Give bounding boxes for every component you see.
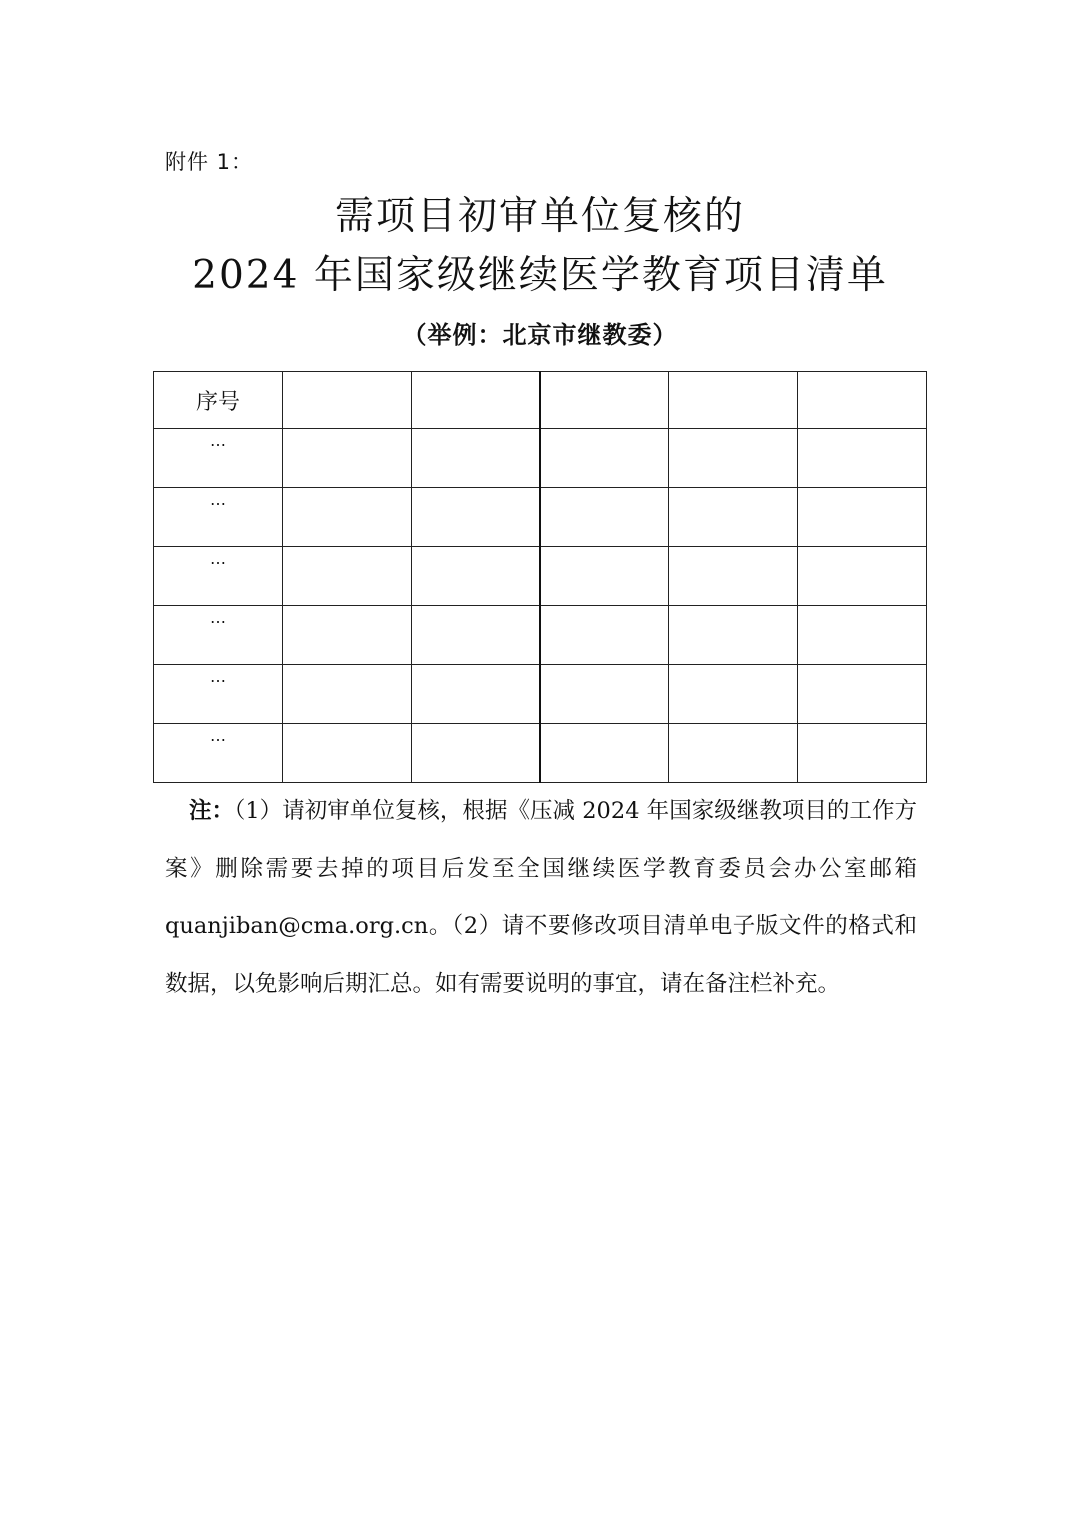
table-row [154,606,927,665]
table-cell [283,429,412,488]
table-cell [540,724,669,783]
table-row [154,488,927,547]
header-cell [540,372,669,429]
document-title-line-1: 需项目初审单位复核的 [334,194,745,239]
table-cell [283,665,412,724]
table-row [154,724,927,783]
table-cell [669,429,798,488]
table-cell [798,606,927,665]
attachment-label: 附件 1： [165,150,254,174]
header-cell [283,372,412,429]
serial-cell: … [154,547,283,606]
document-subtitle: （举例：北京市继教委） [402,321,678,349]
table-cell [411,429,540,488]
table-cell [669,606,798,665]
document-title-line-2: 2024 年国家级继续医学教育项目清单 [192,253,888,298]
table-cell [798,547,927,606]
table-cell [669,547,798,606]
table-cell [411,606,540,665]
serial-cell: … [154,606,283,665]
table-cell [798,488,927,547]
table-cell [540,547,669,606]
table-cell [411,665,540,724]
project-list-table [153,371,927,783]
table-cell [540,429,669,488]
serial-cell: … [154,488,283,547]
table-cell [283,606,412,665]
table-cell [798,724,927,783]
table-cell [798,429,927,488]
table-cell [411,488,540,547]
table-cell [798,665,927,724]
table-cell [283,488,412,547]
note-text: （1）请初审单位复核，根据《压减 2024 年国家级继教项目的工作方案》删除需要去掉的项目后发至全国继续医学教育委员会办公室邮箱 quanjiban@cma.org.cn。（2）请不要修改项目清单电子版文件的格式和数据，以免影响后期汇总。如有需要说明的事宜，请在备注栏补充。 [165,798,917,997]
table-cell [540,488,669,547]
note-body [165,783,917,1013]
table-row [154,547,927,606]
header-cell [798,372,927,429]
note-label: 注： [189,798,235,824]
header-cell [669,372,798,429]
table-cell [540,606,669,665]
table-header-row [154,372,927,429]
serial-cell: … [154,665,283,724]
table-cell [669,724,798,783]
table-row [154,429,927,488]
table-cell [283,724,412,783]
table-row [154,665,927,724]
note-paragraph [165,783,917,1013]
table-cell [669,665,798,724]
table-cell [411,547,540,606]
table-cell [540,665,669,724]
header-cell-serial-number: 序号 [154,372,283,429]
table-cell [669,488,798,547]
header-cell [411,372,540,429]
table-cell [411,724,540,783]
table-cell [283,547,412,606]
serial-cell: … [154,724,283,783]
serial-cell: … [154,429,283,488]
